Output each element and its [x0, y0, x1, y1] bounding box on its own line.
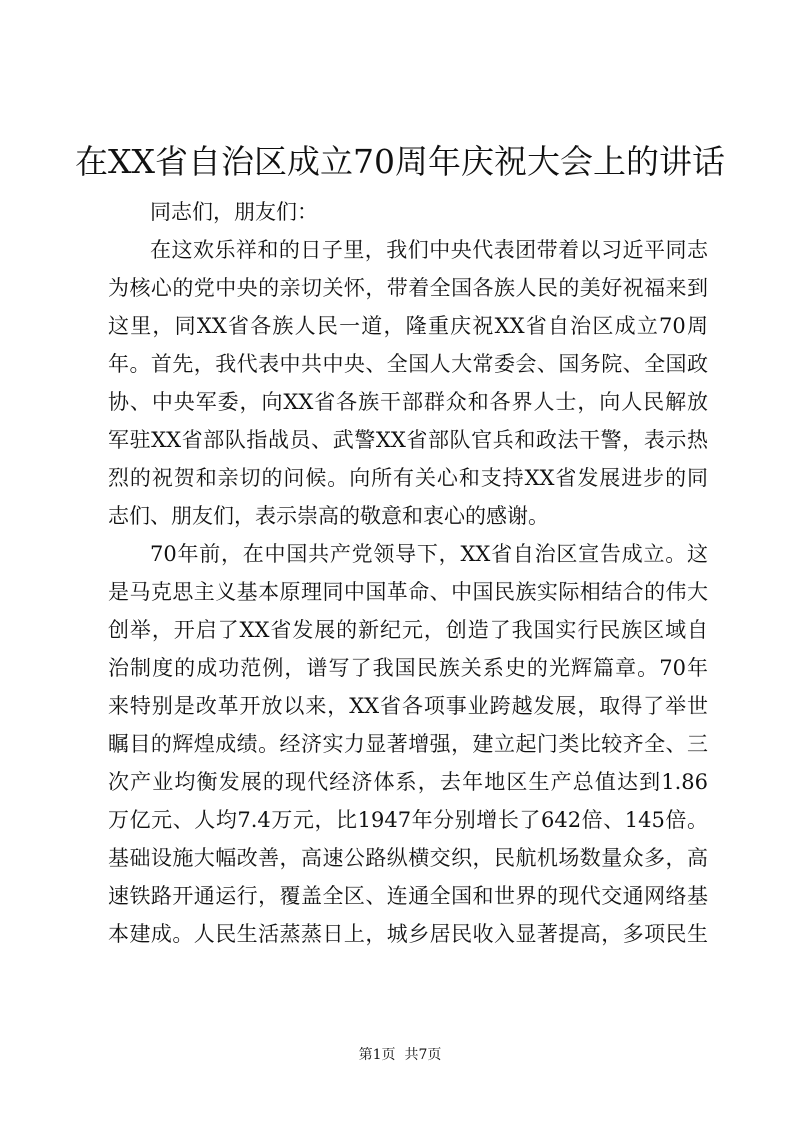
- document-body: [108, 193, 708, 953]
- paragraph-line: 这里，同XX省各族人民一道，隆重庆祝XX省自治区成立70周: [108, 314, 708, 338]
- salutation-line: 同志们，朋友们：: [150, 200, 318, 224]
- paragraph-line: 是马克思主义基本原理同中国革命、中国民族实际相结合的伟大: [108, 580, 708, 604]
- page-number-footer: 第1页 共7页: [358, 1047, 442, 1063]
- paragraph-line: 创举，开启了XX省发展的新纪元，创造了我国实行民族区域自: [108, 618, 708, 642]
- paragraph-line: 速铁路开通运行，覆盖全区、连通全国和世界的现代交通网络基: [108, 884, 708, 908]
- paragraph-line: 协、中央军委，向XX省各族干部群众和各界人士，向人民解放: [108, 390, 708, 414]
- paragraph-line: 本建成。人民生活蒸蒸日上，城乡居民收入显著提高，多项民生: [108, 922, 708, 946]
- paragraph-line: 来特别是改革开放以来，XX省各项事业跨越发展，取得了举世: [108, 694, 708, 718]
- paragraph-line: 基础设施大幅改善，高速公路纵横交织，民航机场数量众多，高: [108, 846, 708, 870]
- paragraph-line: 烈的祝贺和亲切的问候。向所有关心和支持XX省发展进步的同: [108, 466, 708, 490]
- paragraph-line: 瞩目的辉煌成绩。经济实力显著增强，建立起门类比较齐全、三: [108, 732, 708, 756]
- paragraph-line: 军驻XX省部队指战员、武警XX省部队官兵和政法干警，表示热: [108, 428, 708, 452]
- paragraph-line: 志们、朋友们，表示崇高的敬意和衷心的感谢。: [108, 504, 549, 528]
- paragraph-line: 万亿元、人均7.4万元，比1947年分别增长了642倍、145倍。: [108, 808, 708, 832]
- paragraph-line: 为核心的党中央的亲切关怀，带着全国各族人民的美好祝福来到: [108, 276, 708, 300]
- paragraph-line: 在这欢乐祥和的日子里，我们中央代表团带着以习近平同志: [150, 238, 708, 262]
- paragraph-line: 次产业均衡发展的现代经济体系，去年地区生产总值达到1.86: [108, 770, 708, 794]
- paragraph-line: 治制度的成功范例，谱写了我国民族关系史的光辉篇章。70年: [108, 656, 708, 680]
- paragraph-line: 70年前，在中国共产党领导下，XX省自治区宣告成立。这: [150, 542, 708, 566]
- document-title: 在XX省自治区成立70周年庆祝大会上的讲话: [75, 142, 725, 181]
- paragraph-line: 年。首先，我代表中共中央、全国人大常委会、国务院、全国政: [108, 352, 708, 376]
